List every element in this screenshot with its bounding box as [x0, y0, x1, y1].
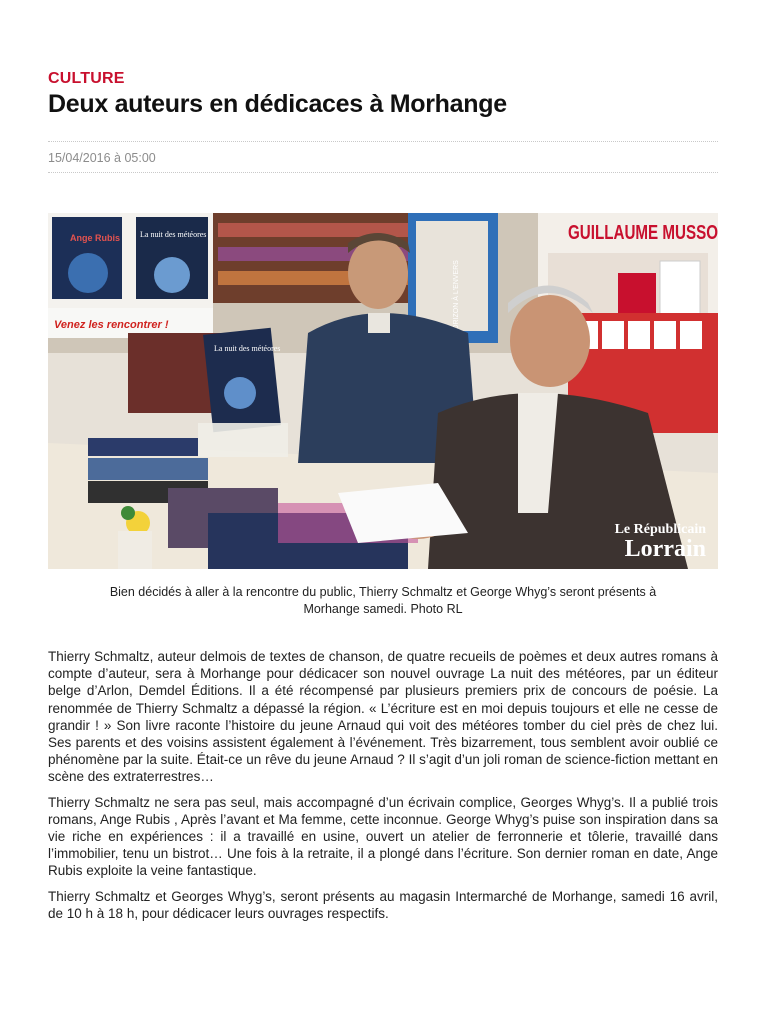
paragraph: Thierry Schmaltz, auteur delmois de textes de chanson, de quatre recueils de poèmes et deux autres romans à compte d’auteur, sera à Morhange pour dédicacer son nouvel ouvrage La nuit des météores, par un éditeur belge d’Arlon, Demdel Éditions. Il a été récompensé par plusieurs premiers prix de concours de poésie. La renommée de Thierry Schmaltz a dépassé la région. « L’écriture est en moi depuis toujours et elle ne cesse de grandir ! » Son livre raconte l’histoire du jeune Arnaud qui voit des météores tomber du ciel près de chez lui. Ses parents et des voisins assistent également à l’événement. Très bizarrement, tous semblent avoir oublié ce phénomène par la suite. Était-ce un rêve du jeune Arnaud ? Il s’agit d’un joli roman de science-fiction mettant en scène des extraterrestres… [48, 649, 718, 785]
watermark-line2: Lorrain [624, 536, 706, 562]
poster-book-title-a: Ange Rubis [70, 233, 121, 243]
watermark-line1: Le Républicain [614, 522, 706, 537]
photo-watermark [615, 523, 706, 561]
poster-banner-text: Venez les rencontrer ! [54, 319, 169, 331]
poster-book-title-b: La nuit des météores [140, 230, 207, 239]
article-title: Deux auteurs en dédicaces à Morhange [48, 90, 507, 118]
article-body [48, 648, 718, 930]
musso-poster: GUILLAUME MUSSO [568, 222, 718, 244]
divider [48, 141, 718, 142]
shelf-label: HORIZON À L'ENVERS [453, 260, 460, 335]
article-date: 15/04/2016 à 05:00 [48, 151, 156, 165]
photo-scene [48, 213, 718, 569]
article-photo[interactable] [48, 213, 718, 569]
article-category[interactable]: CULTURE [48, 70, 125, 87]
divider [48, 172, 718, 173]
book-stand-title: La nuit des météores [214, 344, 281, 353]
paragraph: Thierry Schmaltz ne sera pas seul, mais accompagné d’un écrivain complice, Georges Whyg’s. Il a publié trois romans, Ange Rubis , Après l’avant et Ma femme, cette inconnue. George Whyg’s puise son inspiration dans sa vie riche en expériences : il a travaillé en usine, ouvert un atelier de ferronnerie et tôlerie, travaillé dans l’immobilier, tenu un bistrot… Une fois à la retraite, il a plongé dans l’écriture. Son dernier roman en date, Ange Rubis exploite la veine fantastique. [48, 794, 718, 879]
photo-caption: Bien décidés à aller à la rencontre du public, Thierry Schmaltz et George Whyg’s seront présents à Morhange samedi. Photo RL [109, 585, 657, 616]
paragraph: Thierry Schmaltz et Georges Whyg’s, seront présents au magasin Intermarché de Morhange, samedi 16 avril, de 10 h à 18 h, pour dédicacer leurs ouvrages respectifs. [48, 888, 718, 921]
